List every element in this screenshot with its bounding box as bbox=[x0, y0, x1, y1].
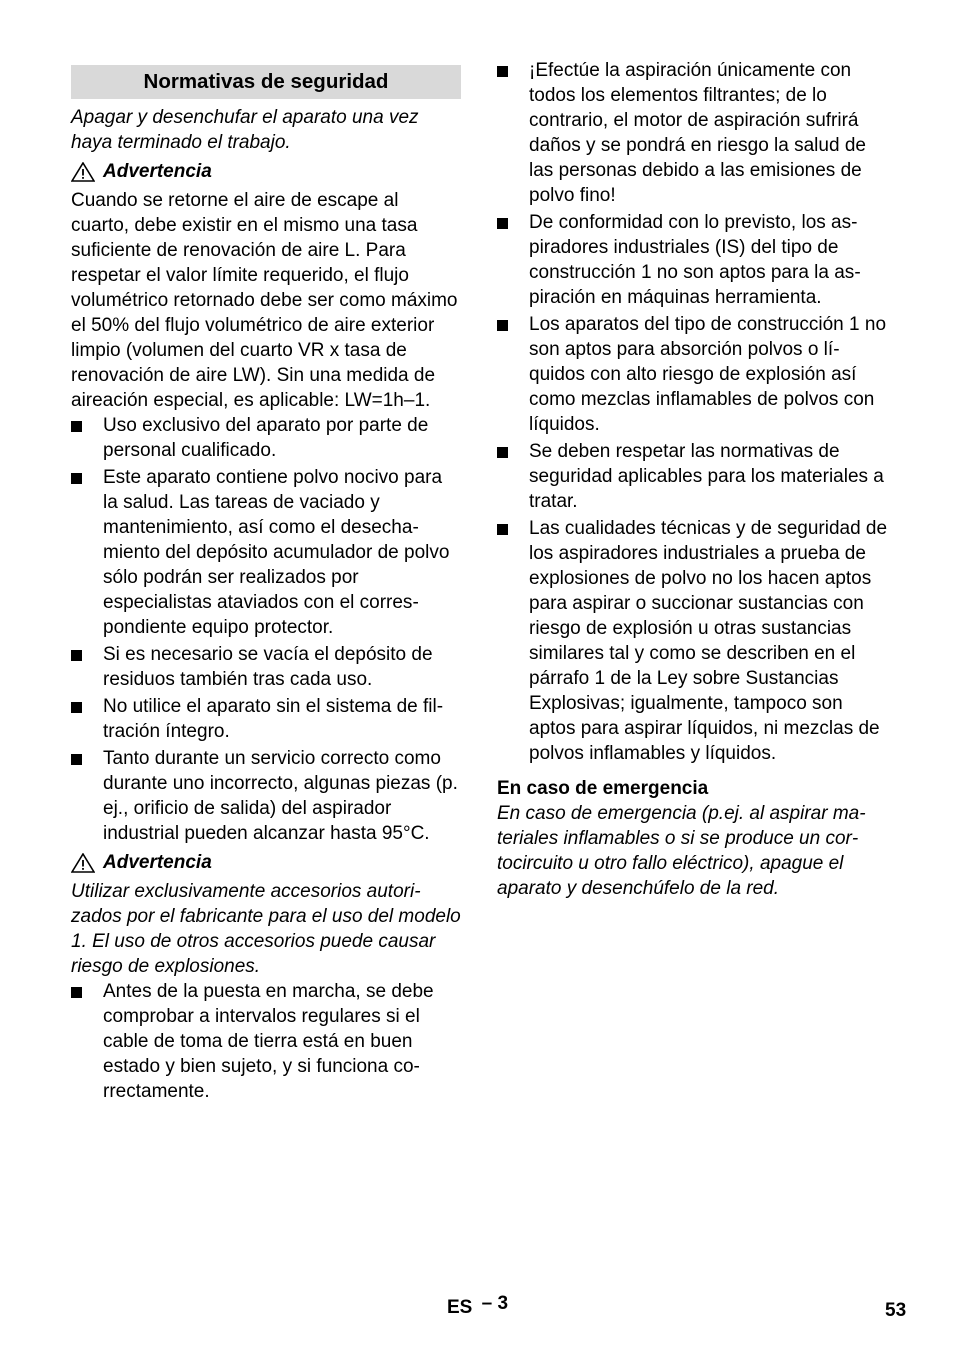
bullet-square-icon bbox=[71, 746, 103, 846]
bullet-square-icon bbox=[497, 312, 529, 437]
page-number: 53 bbox=[885, 1300, 907, 1321]
bullet-list bbox=[497, 58, 889, 766]
list-item: Tanto durante un servicio correcto como durante uno incorrecto, algunas piezas (p. ej., orificio de salida) del aspirador industrial pueden alcanzar hasta 95°C. bbox=[71, 746, 461, 846]
list-item: De conformidad con lo previsto, los aspiradores industriales (IS) del tipo de construcción 1 no son aptos para la aspiración en máquinas herramienta. bbox=[497, 210, 889, 310]
footer-language bbox=[447, 1293, 509, 1319]
bullet-square-icon bbox=[71, 694, 103, 744]
bullet-list bbox=[71, 979, 461, 1104]
section-number: – 3 bbox=[481, 1293, 509, 1314]
warning-title: Advertencia bbox=[103, 852, 212, 873]
bullet-square-icon bbox=[71, 979, 103, 1104]
section-heading: Normativas de seguridad bbox=[71, 65, 461, 99]
list-item: Este aparato contiene polvo nocivo para la salud. Las tareas de vaciado y mantenimiento, así como el desechamiento del depósito acumulador de polvo sólo podrán ser realizados por especialistas ataviados con el correspondiente equipo protector. bbox=[71, 465, 461, 640]
warning-body: Utilizar exclusivamente accesorios autorizados por el fabricante para el uso del modelo 1. El uso de otros accesorios puede causar riesgo de explosiones. bbox=[71, 881, 461, 977]
list-item: Uso exclusivo del aparato por parte de personal cualificado. bbox=[71, 413, 461, 463]
language-code: ES bbox=[447, 1297, 473, 1318]
bullet-square-icon bbox=[497, 439, 529, 514]
warning-heading bbox=[71, 159, 461, 184]
bullet-square-icon bbox=[497, 210, 529, 310]
list-item: Antes de la puesta en marcha, se debe comprobar a intervalos regulares si el cable de toma de tierra está en buen estado y bien sujeto, y si funciona correctamente. bbox=[71, 979, 461, 1104]
list-item: Se deben respetar las normativas de seguridad aplicables para los materiales a tratar. bbox=[497, 439, 889, 514]
emergency-heading: En caso de emergencia bbox=[497, 778, 709, 799]
bullet-square-icon bbox=[71, 465, 103, 640]
warning-triangle-icon bbox=[71, 853, 95, 873]
bullet-square-icon bbox=[497, 58, 529, 208]
bullet-list bbox=[71, 413, 461, 846]
list-item: Las cualidades técnicas y de seguridad de los aspiradores industriales a prueba de explosiones de polvo no los hacen aptos para aspirar o succionar sustancias con riesgo de explosión u otras sustancias similares tal y como se describen en el párrafo 1 de la Ley sobre Sustancias Explosivas; igualmente, tampoco son aptos para aspirar líquidos, ni mezclas de polvos inflamables y líquidos. bbox=[497, 516, 889, 766]
intro-text: Apagar y desenchufar el aparato una vez haya terminado el trabajo. bbox=[71, 107, 419, 153]
warning-body: Cuando se retorne el aire de escape al cuarto, debe existir en el mismo una tasa suficiente de renovación de aire L. Para respetar el valor límite requerido, el flujo volumétrico retornado debe ser como máximo el 50% del flujo volumétrico de aire exterior limpio (volumen del cuarto VR x tasa de renovación de aire LW). Sin una medida de aireación especial, es aplicable: LW=1h–1. bbox=[71, 190, 458, 411]
emergency-body: En caso de emergencia (p.ej. al aspirar materiales inflamables o si se produce un cortocircuito u otro fallo eléctrico), apague el aparato y desenchúfelo de la red. bbox=[497, 803, 866, 899]
list-item: ¡Efectúe la aspiración únicamente con todos los elementos filtrantes; de lo contrario, el motor de aspiración sufrirá daños y se pondrá en riesgo la salud de las personas debido a las emisiones de polvo fino! bbox=[497, 58, 889, 208]
list-item: No utilice el aparato sin el sistema de filtración íntegro. bbox=[71, 694, 461, 744]
list-item: Si es necesario se vacía el depósito de residuos también tras cada uso. bbox=[71, 642, 461, 692]
right-column bbox=[497, 58, 889, 901]
bullet-square-icon bbox=[71, 413, 103, 463]
warning-triangle-icon bbox=[71, 162, 95, 182]
bullet-square-icon bbox=[71, 642, 103, 692]
bullet-square-icon bbox=[497, 516, 529, 766]
warning-heading bbox=[71, 850, 461, 875]
list-item: Los aparatos del tipo de construcción 1 no son aptos para absorción polvos o líquidos con alto riesgo de explosión así como mezclas inflamables de polvos con líquidos. bbox=[497, 312, 889, 437]
warning-title: Advertencia bbox=[103, 161, 212, 182]
left-column bbox=[71, 58, 461, 1106]
